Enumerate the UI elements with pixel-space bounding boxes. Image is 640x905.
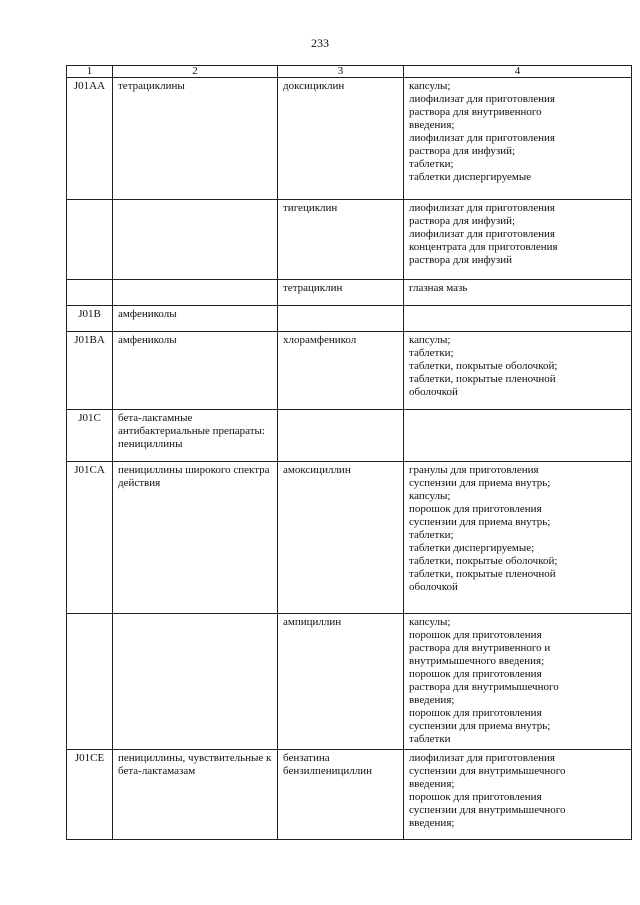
dosage-form-line: лиофилизат для приготовления (409, 228, 555, 240)
atc-code-cell: J01BA (67, 332, 113, 410)
table-row (67, 78, 632, 200)
column-header-1: 1 (67, 66, 113, 78)
table-header-row (67, 66, 632, 78)
column-header-3: 3 (278, 66, 404, 78)
group-name-cell (113, 614, 278, 750)
dosage-form-line: суспензии для приема внутрь; (409, 516, 551, 528)
dosage-form-line: суспензии для приема внутрь; (409, 720, 551, 732)
dosage-form-line: лиофилизат для приготовления (409, 202, 555, 214)
dosage-forms-cell (404, 332, 632, 410)
dosage-form-line: раствора для инфузий (409, 254, 512, 266)
dosage-form-line: оболочкой (409, 386, 458, 398)
table-row (67, 614, 632, 750)
dosage-form-line: лиофилизат для приготовления (409, 752, 555, 764)
atc-code-cell (67, 280, 113, 306)
drug-name-cell: хлорамфеникол (278, 332, 404, 410)
dosage-form-line: раствора для внутривенного и (409, 642, 551, 654)
dosage-forms-cell (404, 78, 632, 200)
atc-code-cell: J01AA (67, 78, 113, 200)
dosage-form-line: введения; (409, 119, 455, 131)
table-row (67, 332, 632, 410)
dosage-form-line: капсулы; (409, 616, 451, 628)
dosage-form-line: оболочкой (409, 581, 458, 593)
dosage-form-line: капсулы; (409, 334, 451, 346)
drug-table (66, 65, 632, 840)
drug-name-cell (278, 410, 404, 462)
dosage-form-line: лиофилизат для приготовления (409, 93, 555, 105)
dosage-form-line: введения; (409, 694, 455, 706)
atc-code-cell (67, 614, 113, 750)
table-row (67, 750, 632, 840)
group-name-cell (113, 200, 278, 280)
dosage-form-line: введения; (409, 778, 455, 790)
dosage-form-line: суспензии для внутримышечного (409, 765, 566, 777)
dosage-form-line: суспензии для внутримышечного (409, 804, 566, 816)
group-name-cell: бета-лактамные антибактериальные препараты: пенициллины (113, 410, 278, 462)
table-row (67, 462, 632, 614)
dosage-form-line: таблетки, покрытые оболочкой; (409, 555, 558, 567)
table-row (67, 410, 632, 462)
group-name-cell (113, 280, 278, 306)
drug-name-cell: тетрациклин (278, 280, 404, 306)
dosage-forms-cell (404, 462, 632, 614)
dosage-forms-cell (404, 750, 632, 840)
dosage-forms-cell (404, 306, 632, 332)
dosage-form-line: лиофилизат для приготовления (409, 132, 555, 144)
drug-name-cell: бензатина бензилпенициллин (278, 750, 404, 840)
group-name-cell: тетрациклины (113, 78, 278, 200)
dosage-form-line: порошок для приготовления (409, 668, 542, 680)
drug-name-cell: ампициллин (278, 614, 404, 750)
dosage-form-line: введения; (409, 817, 455, 829)
dosage-form-line: таблетки, покрытые оболочкой; (409, 360, 558, 372)
dosage-forms-cell (404, 410, 632, 462)
atc-code-cell: J01CA (67, 462, 113, 614)
dosage-form-line: капсулы; (409, 490, 451, 502)
dosage-forms-cell (404, 614, 632, 750)
dosage-form-line: таблетки; (409, 529, 454, 541)
dosage-form-line: раствора для внутримышечного (409, 681, 559, 693)
table-row (67, 280, 632, 306)
dosage-forms-cell (404, 200, 632, 280)
atc-code-cell (67, 200, 113, 280)
dosage-form-line: таблетки; (409, 347, 454, 359)
dosage-form-line: порошок для приготовления (409, 503, 542, 515)
dosage-form-line: таблетки, покрытые пленочной (409, 373, 556, 385)
dosage-form-line: концентрата для приготовления (409, 241, 558, 253)
dosage-form-line: порошок для приготовления (409, 707, 542, 719)
group-name-cell: пенициллины широкого спектра действия (113, 462, 278, 614)
dosage-form-line: раствора для инфузий; (409, 215, 516, 227)
drug-name-cell: доксициклин (278, 78, 404, 200)
column-header-4: 4 (404, 66, 632, 78)
table-row (67, 200, 632, 280)
group-name-cell: амфениколы (113, 306, 278, 332)
dosage-forms-cell (404, 280, 632, 306)
dosage-form-line: таблетки; (409, 158, 454, 170)
drug-name-cell (278, 306, 404, 332)
atc-code-cell: J01B (67, 306, 113, 332)
column-header-2: 2 (113, 66, 278, 78)
page-number: 233 (311, 36, 329, 50)
drug-name-cell: тигециклин (278, 200, 404, 280)
dosage-form-line: внутримышечного введения; (409, 655, 545, 667)
dosage-form-line: глазная мазь (409, 282, 468, 294)
dosage-form-line: капсулы; (409, 80, 451, 92)
group-name-cell: амфениколы (113, 332, 278, 410)
dosage-form-line: таблетки диспергируемые (409, 171, 532, 183)
dosage-form-line: таблетки, покрытые пленочной (409, 568, 556, 580)
dosage-form-line: суспензии для приема внутрь; (409, 477, 551, 489)
atc-code-cell: J01CE (67, 750, 113, 840)
atc-code-cell: J01C (67, 410, 113, 462)
dosage-form-line: раствора для инфузий; (409, 145, 516, 157)
dosage-form-line: таблетки диспергируемые; (409, 542, 535, 554)
dosage-form-line: гранулы для приготовления (409, 464, 539, 476)
dosage-form-line: таблетки (409, 733, 451, 745)
dosage-form-line: порошок для приготовления (409, 629, 542, 641)
drug-name-cell: амоксициллин (278, 462, 404, 614)
group-name-cell: пенициллины, чувствительные к бета-лактамазам (113, 750, 278, 840)
dosage-form-line: порошок для приготовления (409, 791, 542, 803)
dosage-form-line: раствора для внутривенного (409, 106, 542, 118)
table-row (67, 306, 632, 332)
